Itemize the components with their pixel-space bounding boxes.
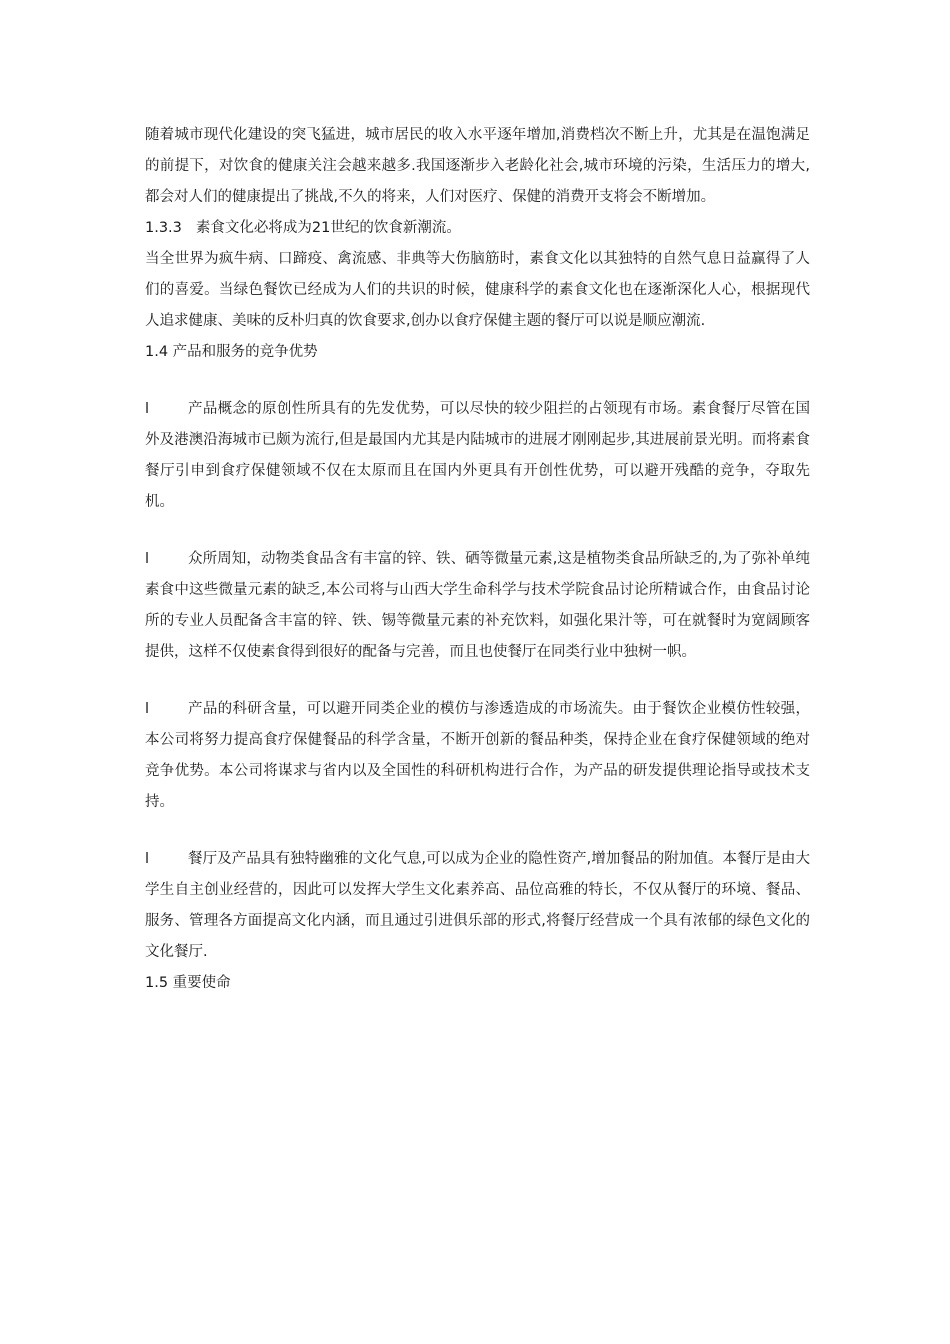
bullet-text: 产品概念的原创性所具有的先发优势，可以尽快的较少阻拦的占领现有市场。素食餐厅尽管在国外及港澳沿海城市已颇为流行,但是最国内尤其是内陆城市的进展才刚刚起步,其进展前景光明。而将素食餐厅引申到食疗保健领域不仅在太原而且在国内外更具有开创性优势，可以避开残酷的竞争，夺取先机。: [145, 401, 810, 510]
bullet-item: [145, 844, 810, 968]
bullet-item: [145, 544, 810, 668]
bullet-text: 众所周知，动物类食品含有丰富的锌、铁、硒等微量元素,这是植物类食品所缺乏的,为了弥补单纯素食中这些微量元素的缺乏,本公司将与山西大学生命科学与技术学院食品讨论所精诚合作，由食品讨论所的专业人员配备含丰富的锌、铁、锡等微量元素的补充饮料，如强化果汁等，可在就餐时为宽阔顾客提供，这样不仅使素食得到很好的配备与完善，而且也使餐厅在同类行业中独树一帜。: [145, 551, 810, 660]
section-1-4-heading: 1.4 产品和服务的竞争优势: [145, 344, 318, 360]
bullet-item: [145, 694, 810, 818]
document-page: [145, 120, 810, 999]
section-1-5-heading: 1.5 重要使命: [145, 975, 231, 991]
bullet-marker: l: [145, 551, 150, 567]
bullet-text: 产品的科研含量，可以避开同类企业的模仿与渗透造成的市场流失。由于餐饮企业模仿性较强，本公司将努力提高食疗保健餐品的科学含量，不断开创新的餐品种类，保持企业在食疗保健领域的绝对竞争优势。本公司将谋求与省内以及全国性的科研机构进行合作，为产品的研发提供理论指导或技术支持。: [145, 701, 810, 810]
intro-paragraph: 随着城市现代化建设的突飞猛进，城市居民的收入水平逐年增加,消费档次不断上升，尤其是在温饱满足的前提下，对饮食的健康关注会越来越多.我国逐渐步入老龄化社会,城市环境的污染，生活压力的增大,都会对人们的健康提出了挑战,不久的将来，人们对医疗、保健的消费开支将会不断增加。: [145, 127, 810, 205]
section-1-3-3-number: 1.3.3: [145, 220, 182, 236]
bullet-marker: l: [145, 851, 150, 867]
bullet-text: 餐厅及产品具有独特幽雅的文化气息,可以成为企业的隐性资产,增加餐品的附加值。本餐厅是由大学生自主创业经营的，因此可以发挥大学生文化素养高、品位高雅的特长，不仅从餐厅的环境、餐品、服务、管理各方面提高文化内涵，而且通过引进俱乐部的形式,将餐厅经营成一个具有浓郁的绿色文化的文化餐厅.: [145, 851, 810, 960]
bullet-marker: l: [145, 701, 150, 717]
bullet-item: [145, 394, 810, 518]
section-1-3-3-body: 当全世界为疯牛病、口蹄疫、禽流感、非典等大伤脑筋时，素食文化以其独特的自然气息日益赢得了人们的喜爱。当绿色餐饮已经成为人们的共识的时候，健康科学的素食文化也在逐渐深化人心，根据现代人追求健康、美味的反朴归真的饮食要求,创办以食疗保健主题的餐厅可以说是顺应潮流.: [145, 251, 810, 329]
bullet-marker: l: [145, 401, 150, 417]
section-1-3-3-title: 素食文化必将成为21世纪的饮食新潮流。: [195, 220, 461, 236]
section-1-3-3-heading: [145, 213, 810, 244]
